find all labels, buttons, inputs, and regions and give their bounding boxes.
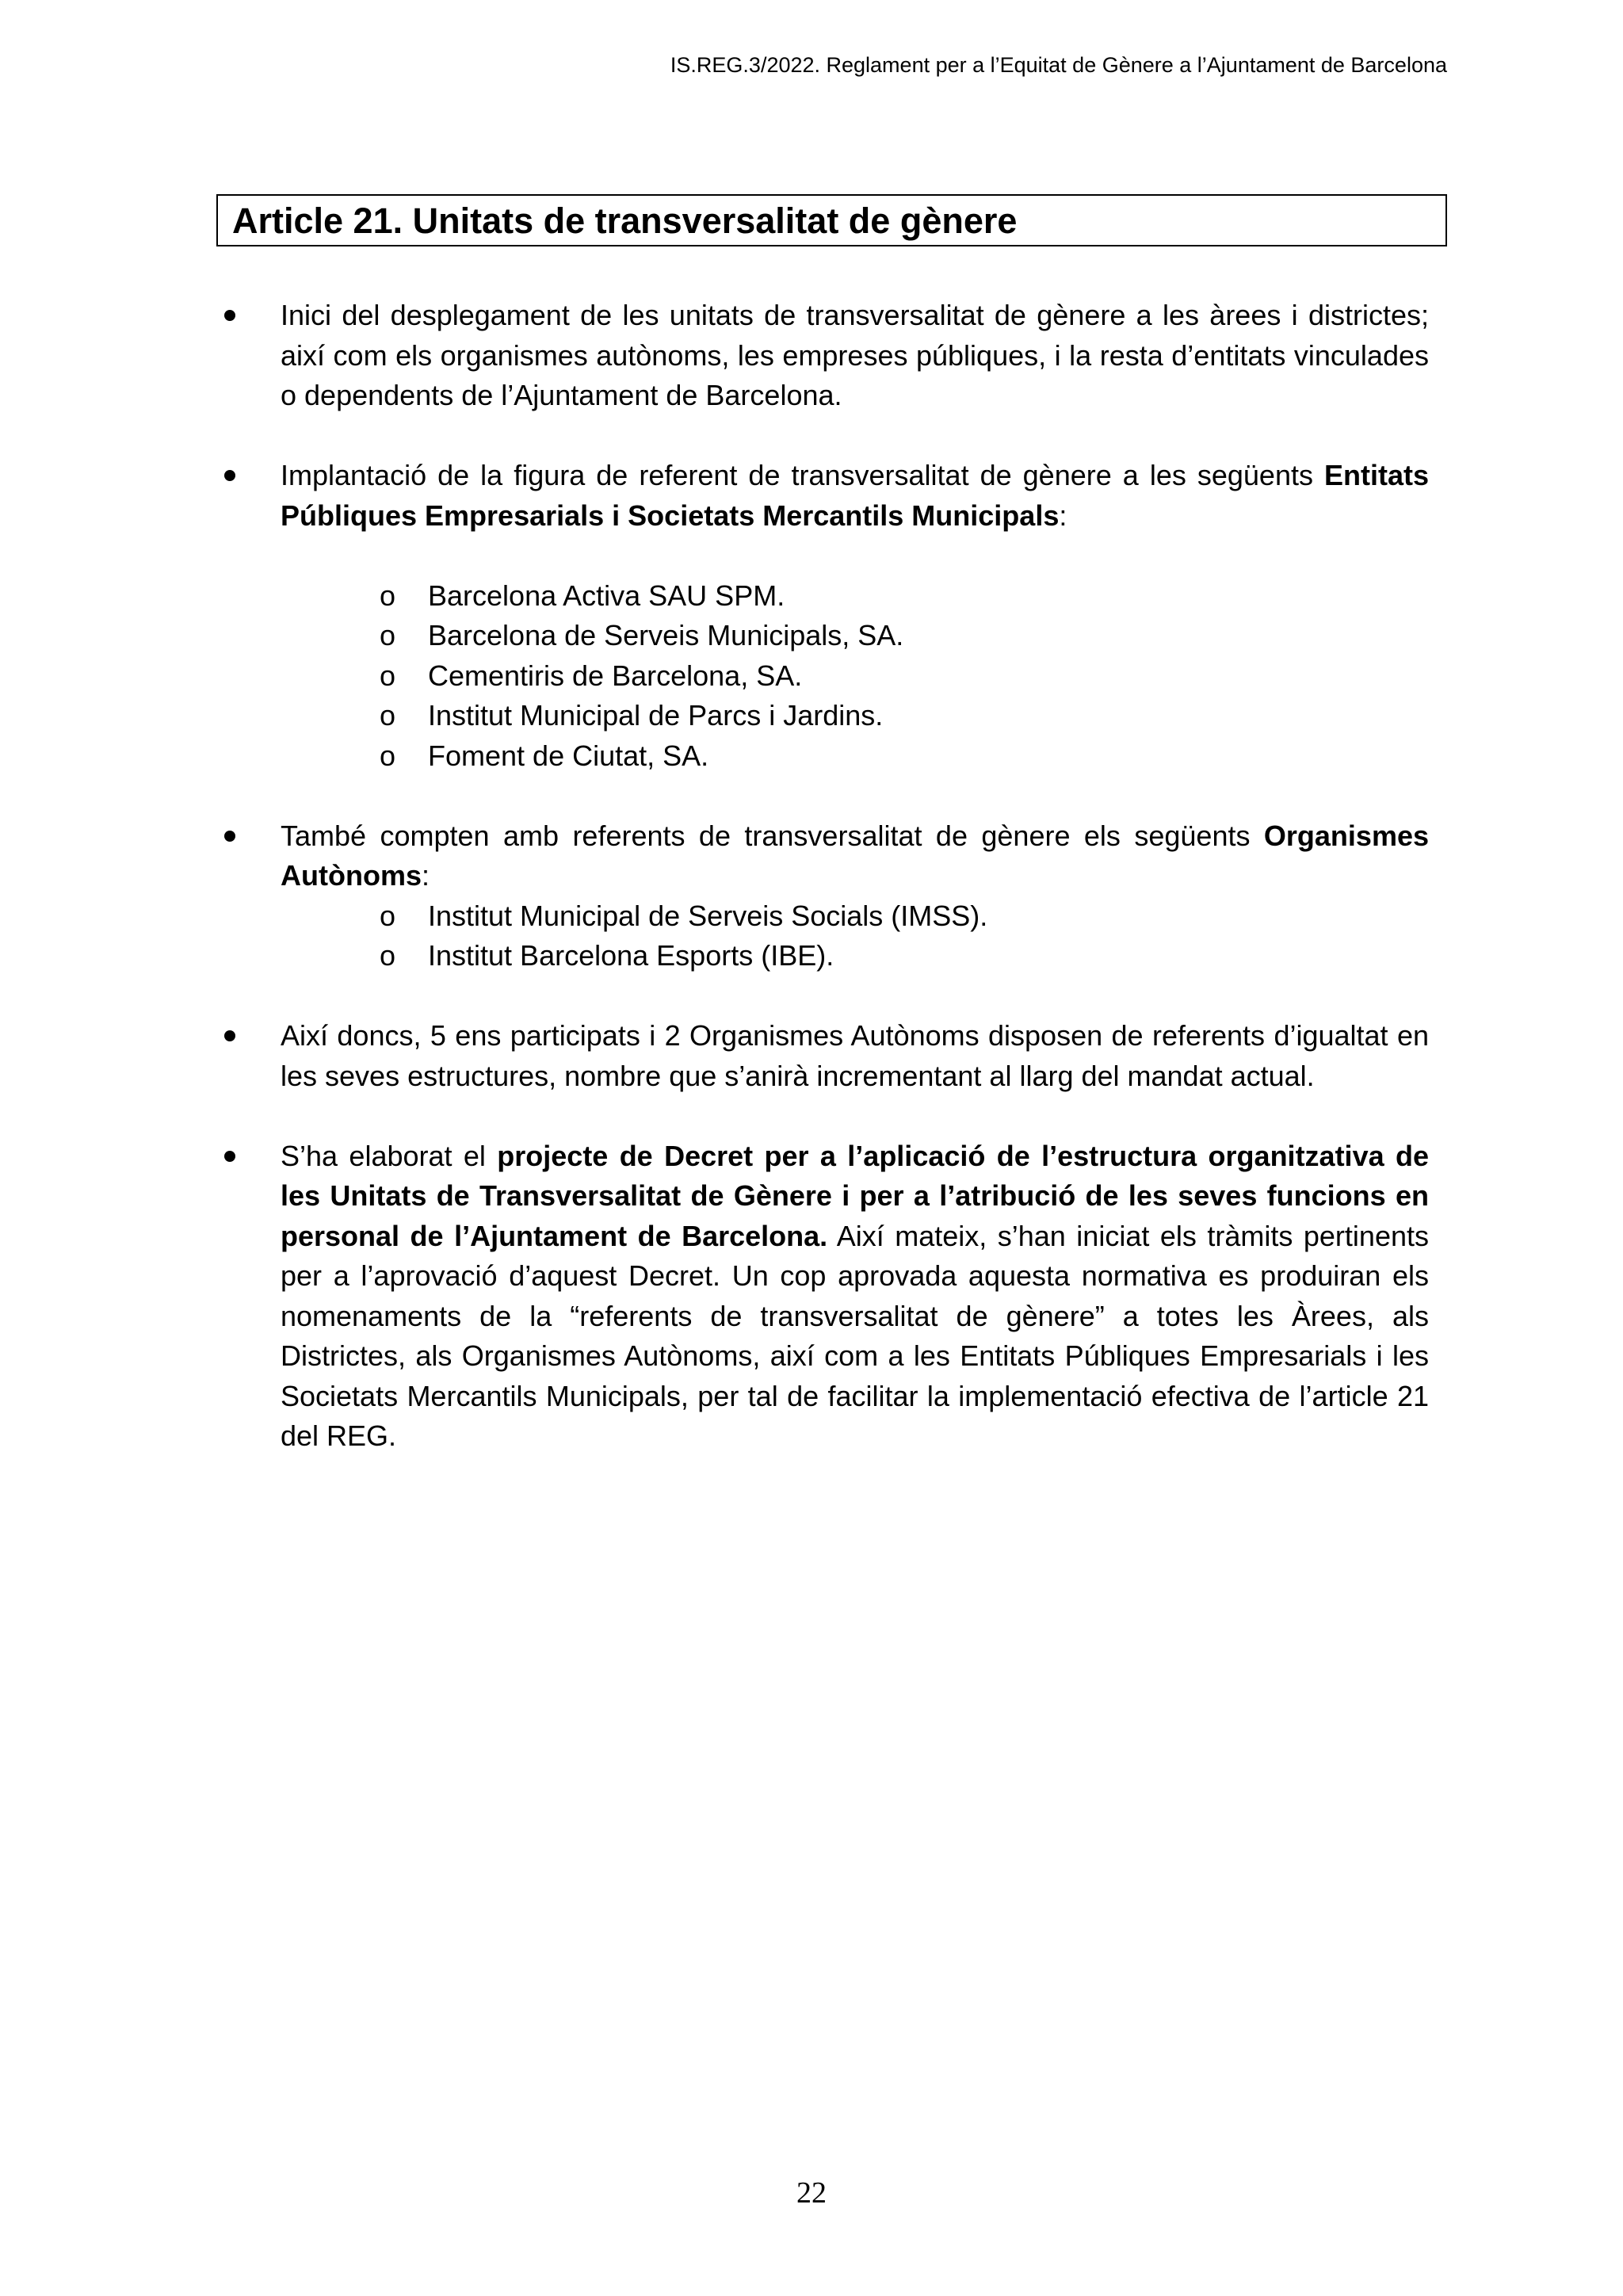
public-entities-list bbox=[216, 576, 1429, 777]
bullet-item-1 bbox=[216, 296, 1429, 416]
bullet-text: Inici del desplegament de les unitats de transversalitat de gènere a les àrees i districtes; així com els organismes autònoms, les empreses públiques, i la resta d’entitats vinculades o dependents de l’Ajuntament de Barcelona. bbox=[281, 299, 1429, 411]
list-item bbox=[216, 616, 1429, 656]
list-item-label: Barcelona de Serveis Municipals, SA. bbox=[428, 619, 904, 651]
circle-bullet-icon: o bbox=[380, 739, 396, 772]
bullet-bold-text: Entitats Públiques Empresarials i Societats Mercantils Municipals bbox=[281, 459, 1429, 532]
article-title: Article 21. Unitats de transversalitat de gènere bbox=[216, 194, 1447, 246]
list-item bbox=[216, 576, 1429, 617]
list-item bbox=[216, 936, 1429, 976]
bullet-dot-icon bbox=[224, 1151, 235, 1162]
circle-bullet-icon: o bbox=[380, 899, 396, 932]
bullet-item-3 bbox=[216, 816, 1429, 896]
circle-bullet-icon: o bbox=[380, 619, 396, 651]
list-item-label: Cementiris de Barcelona, SA. bbox=[428, 659, 803, 692]
page-number: 22 bbox=[796, 2176, 827, 2210]
list-item bbox=[216, 656, 1429, 697]
autonomous-bodies-list bbox=[216, 896, 1429, 976]
list-item bbox=[216, 696, 1429, 736]
bullet-bold-text: projecte de Decret per a l’aplicació de l’estructura organitzativa de les Unitats de Transversalitat de Gènere i per a l’atribució de les seves funcions en personal de l’Ajuntament de Barcelona. bbox=[281, 1139, 1429, 1252]
running-header: IS.REG.3/2022. Reglament per a l’Equitat de Gènere a l’Ajuntament de Barcelona bbox=[670, 53, 1447, 77]
circle-bullet-icon: o bbox=[380, 579, 396, 612]
bullet-text: Implantació de la figura de referent de transversalitat de gènere a les següents bbox=[281, 459, 1324, 491]
list-item-label: Institut Municipal de Parcs i Jardins. bbox=[428, 699, 884, 732]
bullet-dot-icon bbox=[224, 470, 235, 481]
list-item-label: Barcelona Activa SAU SPM. bbox=[428, 579, 785, 612]
bullet-item-5 bbox=[216, 1137, 1429, 1457]
bullet-text: : bbox=[421, 859, 430, 892]
bullet-text: També compten amb referents de transversalitat de gènere els següents bbox=[281, 819, 1264, 852]
bullet-item-4 bbox=[216, 1016, 1429, 1096]
bullet-bold-text: Organismes Autònoms bbox=[281, 819, 1429, 892]
bullet-dot-icon bbox=[224, 831, 235, 842]
circle-bullet-icon: o bbox=[380, 659, 396, 692]
bullet-text: Així doncs, 5 ens participats i 2 Organismes Autònoms disposen de referents d’igualtat en les seves estructures, nombre que s’anirà incrementant al llarg del mandat actual. bbox=[281, 1019, 1429, 1092]
list-item-label: Institut Municipal de Serveis Socials (IMSS). bbox=[428, 899, 988, 932]
circle-bullet-icon: o bbox=[380, 939, 396, 972]
list-item bbox=[216, 736, 1429, 777]
bullet-dot-icon bbox=[224, 1030, 235, 1041]
circle-bullet-icon: o bbox=[380, 699, 396, 732]
bullet-text: S’ha elaborat el bbox=[281, 1139, 498, 1172]
bullet-dot-icon bbox=[224, 310, 235, 321]
article-body bbox=[216, 296, 1429, 1457]
bullet-text: : bbox=[1059, 499, 1067, 532]
list-item-label: Foment de Ciutat, SA. bbox=[428, 739, 709, 772]
bullet-item-2 bbox=[216, 456, 1429, 536]
list-item bbox=[216, 896, 1429, 937]
bullet-text: Així mateix, s’han iniciat els tràmits pertinents per a l’aprovació d’aquest Decret. Un cop aprovada aquesta normativa es produiran els nomenaments de la “referents de transversalitat de gènere” a totes les Àrees, als Districtes, als Organismes Autònoms, així com a les Entitats Públiques Empresarials i les Societats Mercantils Municipals, per tal de facilitar la implementació efectiva de l’article 21 del REG. bbox=[281, 1219, 1429, 1452]
list-item-label: Institut Barcelona Esports (IBE). bbox=[428, 939, 834, 972]
